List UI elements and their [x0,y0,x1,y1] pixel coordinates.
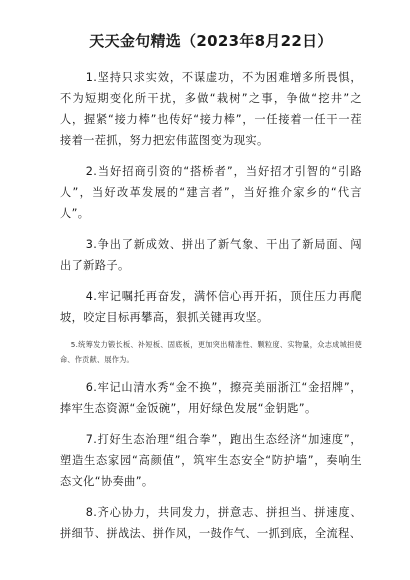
paragraph-4: 4.牢记嘱托再奋发，满怀信心再开拓，顶住压力再爬坡，咬定目标再攀高，狠抓关键再攻坚。 [60,290,362,324]
paragraph-1: 1.坚持只求实效，不谋虚功，不为困难增多所畏惧，不为短期变化所干扰，多做“栽树”之事，争做“挖井”之人，握紧“接力棒”也传好“接力棒”，一任接着一任干一茬接着一茬抓，努力把宏伟蓝图变为现实。 [60,71,362,147]
paragraph-3: 3.争出了新成效、拼出了新气象、干出了新局面、闯出了新路子。 [60,238,362,272]
paragraph-6: 6.牢记山清水秀“金不换”，擦亮美丽浙江“金招牌”，捧牢生态资源“金饭碗”，用好绿色发展“金钥匙”。 [60,381,362,415]
paragraph-2: 2.当好招商引资的“搭桥者”，当好招才引智的“引路人”，当好改革发展的“建言者”，当好推介家乡的“代言人”。 [60,165,362,220]
document-title: 天天金句精选（2023年8月22日） [89,32,333,50]
paragraph-7: 7.打好生态治理“组合拳”，跑出生态经济“加速度”，塑造生态家园“高颜值”，筑牢生态安全“防护墙”，奏响生态文化“协奏曲”。 [60,433,362,488]
paragraph-8: 8.齐心协力，共同发力，拼意志、拼担当、拼速度、拼细节、拼战法、拼作风，一鼓作气、一抓到底，全流程、 [60,506,362,540]
paragraph-5: 5.统筹发力锻长板、补短板、固底板，更加突出精准性、颗粒度、实物量，众志成城担使命、作贡献、展作为。 [60,340,362,364]
